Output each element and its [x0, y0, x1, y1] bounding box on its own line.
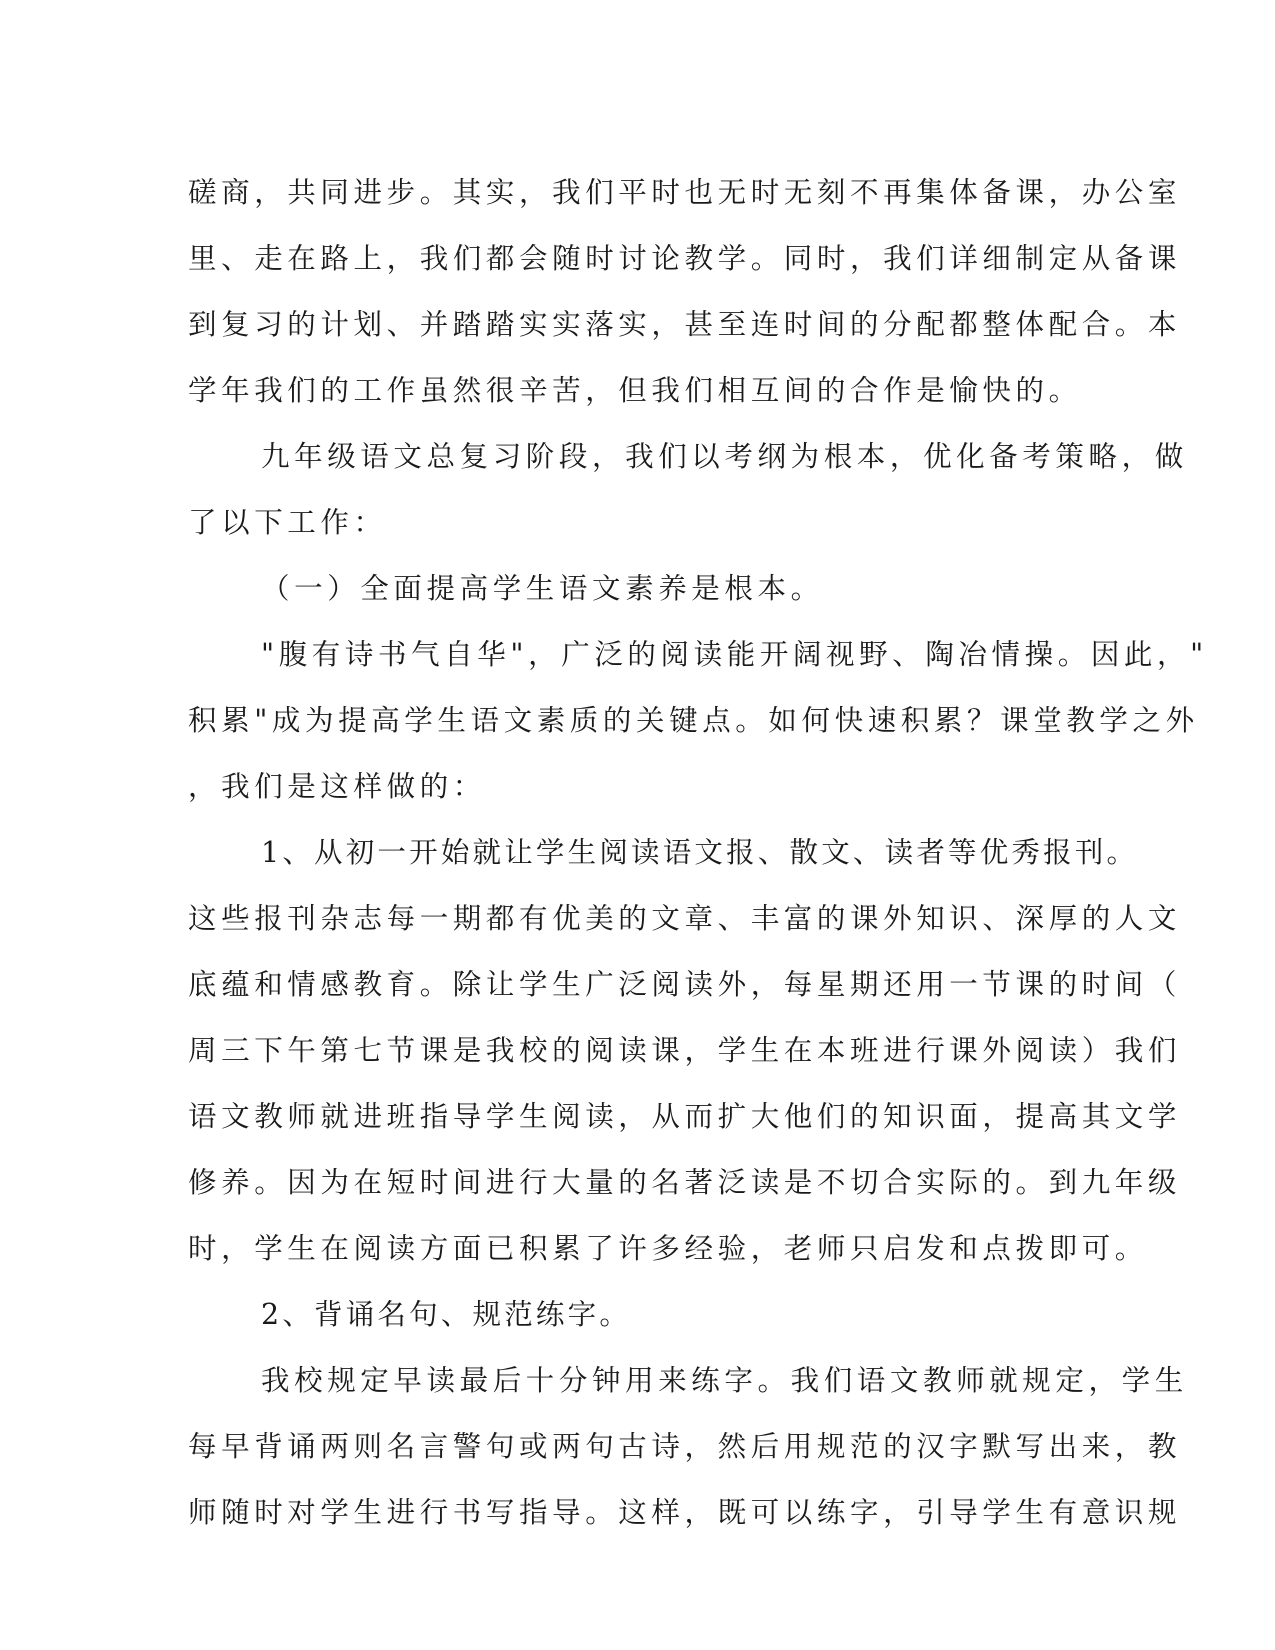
paragraph-first-line: 我校规定早读最后十分钟用来练字。我们语文教师就规定，学生 — [261, 1364, 1188, 1397]
text-line: 师随时对学生进行书写指导。这样，既可以练字，引导学生有意识规 — [188, 1496, 1182, 1529]
text-line: 每早背诵两则名言警句或两句古诗，然后用规范的汉字默写出来，教 — [188, 1430, 1182, 1463]
text-line: 磋商，共同进步。其实，我们平时也无时无刻不再集体备课，办公室 — [188, 176, 1182, 209]
text-line: 了以下工作： — [188, 506, 387, 539]
section-heading: （一）全面提高学生语文素养是根本。 — [261, 572, 824, 605]
text-line: 这些报刊杂志每一期都有优美的文章、丰富的课外知识、深厚的人文 — [188, 902, 1182, 935]
text-line: 时，学生在阅读方面已积累了许多经验，老师只启发和点拨即可。 — [188, 1232, 1148, 1265]
text-line: 到复习的计划、并踏踏实实落实，甚至连时间的分配都整体配合。本 — [188, 308, 1182, 341]
text-line: 周三下午第七节课是我校的阅读课，学生在本班进行课外阅读）我们 — [188, 1034, 1182, 1067]
text-line: 修养。因为在短时间进行大量的名著泛读是不切合实际的。到九年级 — [188, 1166, 1182, 1199]
text-line: 积累"成为提高学生语文素质的关键点。如何快速积累？课堂教学之外 — [188, 704, 1199, 737]
document-body — [188, 160, 1208, 1546]
numbered-item-heading: 2、背诵名句、规范练字。 — [261, 1298, 632, 1331]
text-line: 语文教师就进班指导学生阅读，从而扩大他们的知识面，提高其文学 — [188, 1100, 1182, 1133]
text-line: ，我们是这样做的： — [188, 770, 486, 803]
text-line: 学年我们的工作虽然很辛苦，但我们相互间的合作是愉快的。 — [188, 374, 1082, 407]
paragraph-first-line: "腹有诗书气自华"，广泛的阅读能开阔视野、陶冶情操。因此，" — [261, 638, 1208, 671]
numbered-item-first-line: 1、从初一开始就让学生阅读语文报、散文、读者等优秀报刊。 — [261, 836, 1139, 869]
text-line: 底蕴和情感教育。除让学生广泛阅读外，每星期还用一节课的时间（ — [188, 968, 1182, 1001]
paragraph-first-line: 九年级语文总复习阶段，我们以考纲为根本，优化备考策略，做 — [261, 440, 1188, 473]
text-line: 里、走在路上，我们都会随时讨论教学。同时，我们详细制定从备课 — [188, 242, 1182, 275]
